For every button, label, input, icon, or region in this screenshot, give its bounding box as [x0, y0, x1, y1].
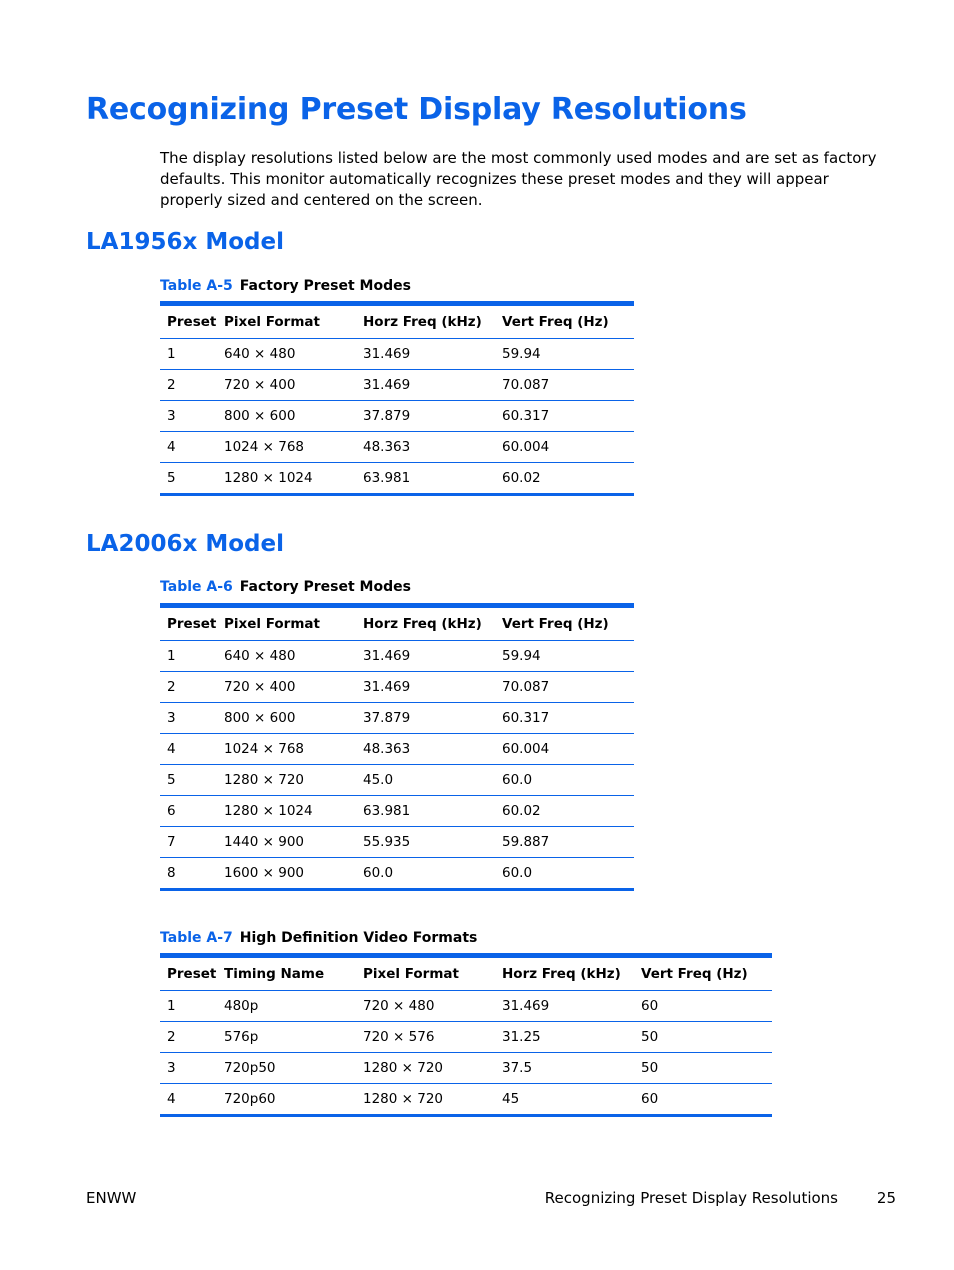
table-cell: 7 [160, 827, 217, 858]
table-cell: 5 [160, 765, 217, 796]
table-row [160, 672, 634, 703]
column-header: Vert Freq (Hz) [495, 304, 634, 339]
table-cell: 48.363 [356, 734, 495, 765]
column-header: Horz Freq (kHz) [495, 956, 634, 991]
table-cell: 31.469 [356, 672, 495, 703]
table-row [160, 370, 634, 401]
table-header-row [160, 606, 634, 641]
table-cell: 4 [160, 432, 217, 463]
table-cell: 6 [160, 796, 217, 827]
table-row [160, 858, 634, 890]
table-row [160, 991, 772, 1022]
table-a6 [160, 603, 634, 891]
table-caption-text: High Definition Video Formats [239, 930, 478, 946]
table-cell: 720 × 576 [356, 1022, 495, 1053]
table-caption-text: Factory Preset Modes [239, 579, 411, 595]
table-cell: 60 [641, 998, 659, 1014]
table-a5-caption [160, 278, 411, 294]
table-row [160, 703, 634, 734]
section-heading-la2006x: LA2006x Model [86, 531, 284, 557]
table-cell: 2 [160, 672, 217, 703]
table-cell: 1280 × 720 [217, 765, 356, 796]
column-header: Horz Freq (kHz) [356, 606, 495, 641]
table-number: Table A-7 [160, 930, 233, 946]
table-cell: 60.0 [495, 858, 634, 890]
table-cell: 800 × 600 [217, 703, 356, 734]
table-cell: 59.94 [502, 346, 541, 362]
table-cell: 4 [160, 734, 217, 765]
table-cell: 1280 × 720 [356, 1084, 495, 1116]
table-cell: 60.02 [495, 796, 634, 827]
table-header-row [160, 956, 772, 991]
table-row [160, 432, 634, 463]
table-cell: 60.004 [495, 734, 634, 765]
table-row [160, 1084, 772, 1116]
table-cell: 60.0 [356, 858, 495, 890]
table-row [160, 1053, 772, 1084]
column-header: Preset [160, 606, 217, 641]
table-cell: 63.981 [356, 796, 495, 827]
table-cell: 640 × 480 [224, 346, 296, 362]
table-header-row [160, 304, 634, 339]
table-cell: 1280 × 720 [356, 1053, 495, 1084]
table-cell: 31.469 [363, 346, 411, 362]
table-cell: 37.879 [356, 401, 495, 432]
table-row [160, 641, 634, 672]
table-cell: 48.363 [356, 432, 495, 463]
table-row [160, 1022, 772, 1053]
page-number: 25 [876, 1189, 896, 1207]
table-row [160, 734, 634, 765]
table-cell: 1440 × 900 [217, 827, 356, 858]
table-cell: 60.02 [495, 463, 634, 495]
column-header: Preset [160, 956, 217, 991]
table-a6-caption [160, 579, 411, 595]
table-cell: 1 [167, 648, 176, 664]
table-cell: 1600 × 900 [217, 858, 356, 890]
table-row [160, 765, 634, 796]
table-cell: 3 [160, 703, 217, 734]
table-cell: 31.469 [502, 998, 550, 1014]
table-row [160, 401, 634, 432]
table-cell: 5 [160, 463, 217, 495]
table-cell: 59.887 [495, 827, 634, 858]
table-cell: 37.5 [495, 1053, 634, 1084]
table-a7-caption [160, 930, 477, 946]
table-cell: 4 [160, 1084, 217, 1116]
table-cell: 70.087 [495, 672, 634, 703]
table-cell: 2 [160, 370, 217, 401]
table-cell: 60.317 [495, 401, 634, 432]
table-cell: 50 [634, 1053, 772, 1084]
table-cell: 720 × 480 [363, 998, 435, 1014]
table-cell: 50 [634, 1022, 772, 1053]
table-number: Table A-6 [160, 579, 233, 595]
table-caption-text: Factory Preset Modes [239, 278, 411, 294]
column-header: Horz Freq (kHz) [356, 304, 495, 339]
table-cell: 60.0 [495, 765, 634, 796]
column-header: Pixel Format [217, 304, 356, 339]
table-cell: 55.935 [356, 827, 495, 858]
table-row [160, 463, 634, 495]
table-cell: 45.0 [356, 765, 495, 796]
column-header: Preset [160, 304, 217, 339]
page-title: Recognizing Preset Display Resolutions [86, 92, 747, 127]
table-cell: 37.879 [356, 703, 495, 734]
column-header: Pixel Format [217, 606, 356, 641]
section-heading-la1956x: LA1956x Model [86, 229, 284, 255]
table-cell: 59.94 [502, 648, 541, 664]
table-cell: 576p [217, 1022, 356, 1053]
column-header: Timing Name [217, 956, 356, 991]
column-header: Vert Freq (Hz) [495, 606, 634, 641]
table-row [160, 827, 634, 858]
table-cell: 45 [495, 1084, 634, 1116]
table-cell: 70.087 [495, 370, 634, 401]
table-cell: 31.25 [495, 1022, 634, 1053]
table-cell: 60 [634, 1084, 772, 1116]
table-cell: 3 [160, 401, 217, 432]
table-cell: 60.317 [495, 703, 634, 734]
table-cell: 1 [167, 346, 176, 362]
table-cell: 8 [160, 858, 217, 890]
table-cell: 1024 × 768 [217, 734, 356, 765]
column-header: Pixel Format [356, 956, 495, 991]
table-cell: 720 × 400 [217, 672, 356, 703]
table-row [160, 339, 634, 370]
table-cell: 480p [224, 998, 259, 1014]
footer-left-label: ENWW [86, 1189, 137, 1207]
table-cell: 31.469 [356, 370, 495, 401]
table-cell: 1024 × 768 [217, 432, 356, 463]
table-cell: 60.004 [495, 432, 634, 463]
table-number: Table A-5 [160, 278, 233, 294]
table-row [160, 796, 634, 827]
table-cell: 3 [160, 1053, 217, 1084]
table-cell: 2 [160, 1022, 217, 1053]
table-cell: 63.981 [356, 463, 495, 495]
table-cell: 640 × 480 [224, 648, 296, 664]
table-cell: 720 × 400 [217, 370, 356, 401]
table-cell: 31.469 [363, 648, 411, 664]
table-a5 [160, 301, 634, 496]
table-cell: 720p60 [217, 1084, 356, 1116]
footer-title: Recognizing Preset Display Resolutions [544, 1189, 838, 1207]
column-header: Vert Freq (Hz) [634, 956, 772, 991]
table-cell: 720p50 [217, 1053, 356, 1084]
table-cell: 1 [167, 998, 176, 1014]
table-a7 [160, 953, 772, 1117]
table-cell: 1280 × 1024 [217, 463, 356, 495]
table-cell: 1280 × 1024 [217, 796, 356, 827]
table-cell: 800 × 600 [217, 401, 356, 432]
intro-paragraph: The display resolutions listed below are the most commonly used modes and are set as factory defaults. This monitor automatically recognizes these preset modes and they will appear properly sized and centered on the screen. [160, 149, 877, 209]
